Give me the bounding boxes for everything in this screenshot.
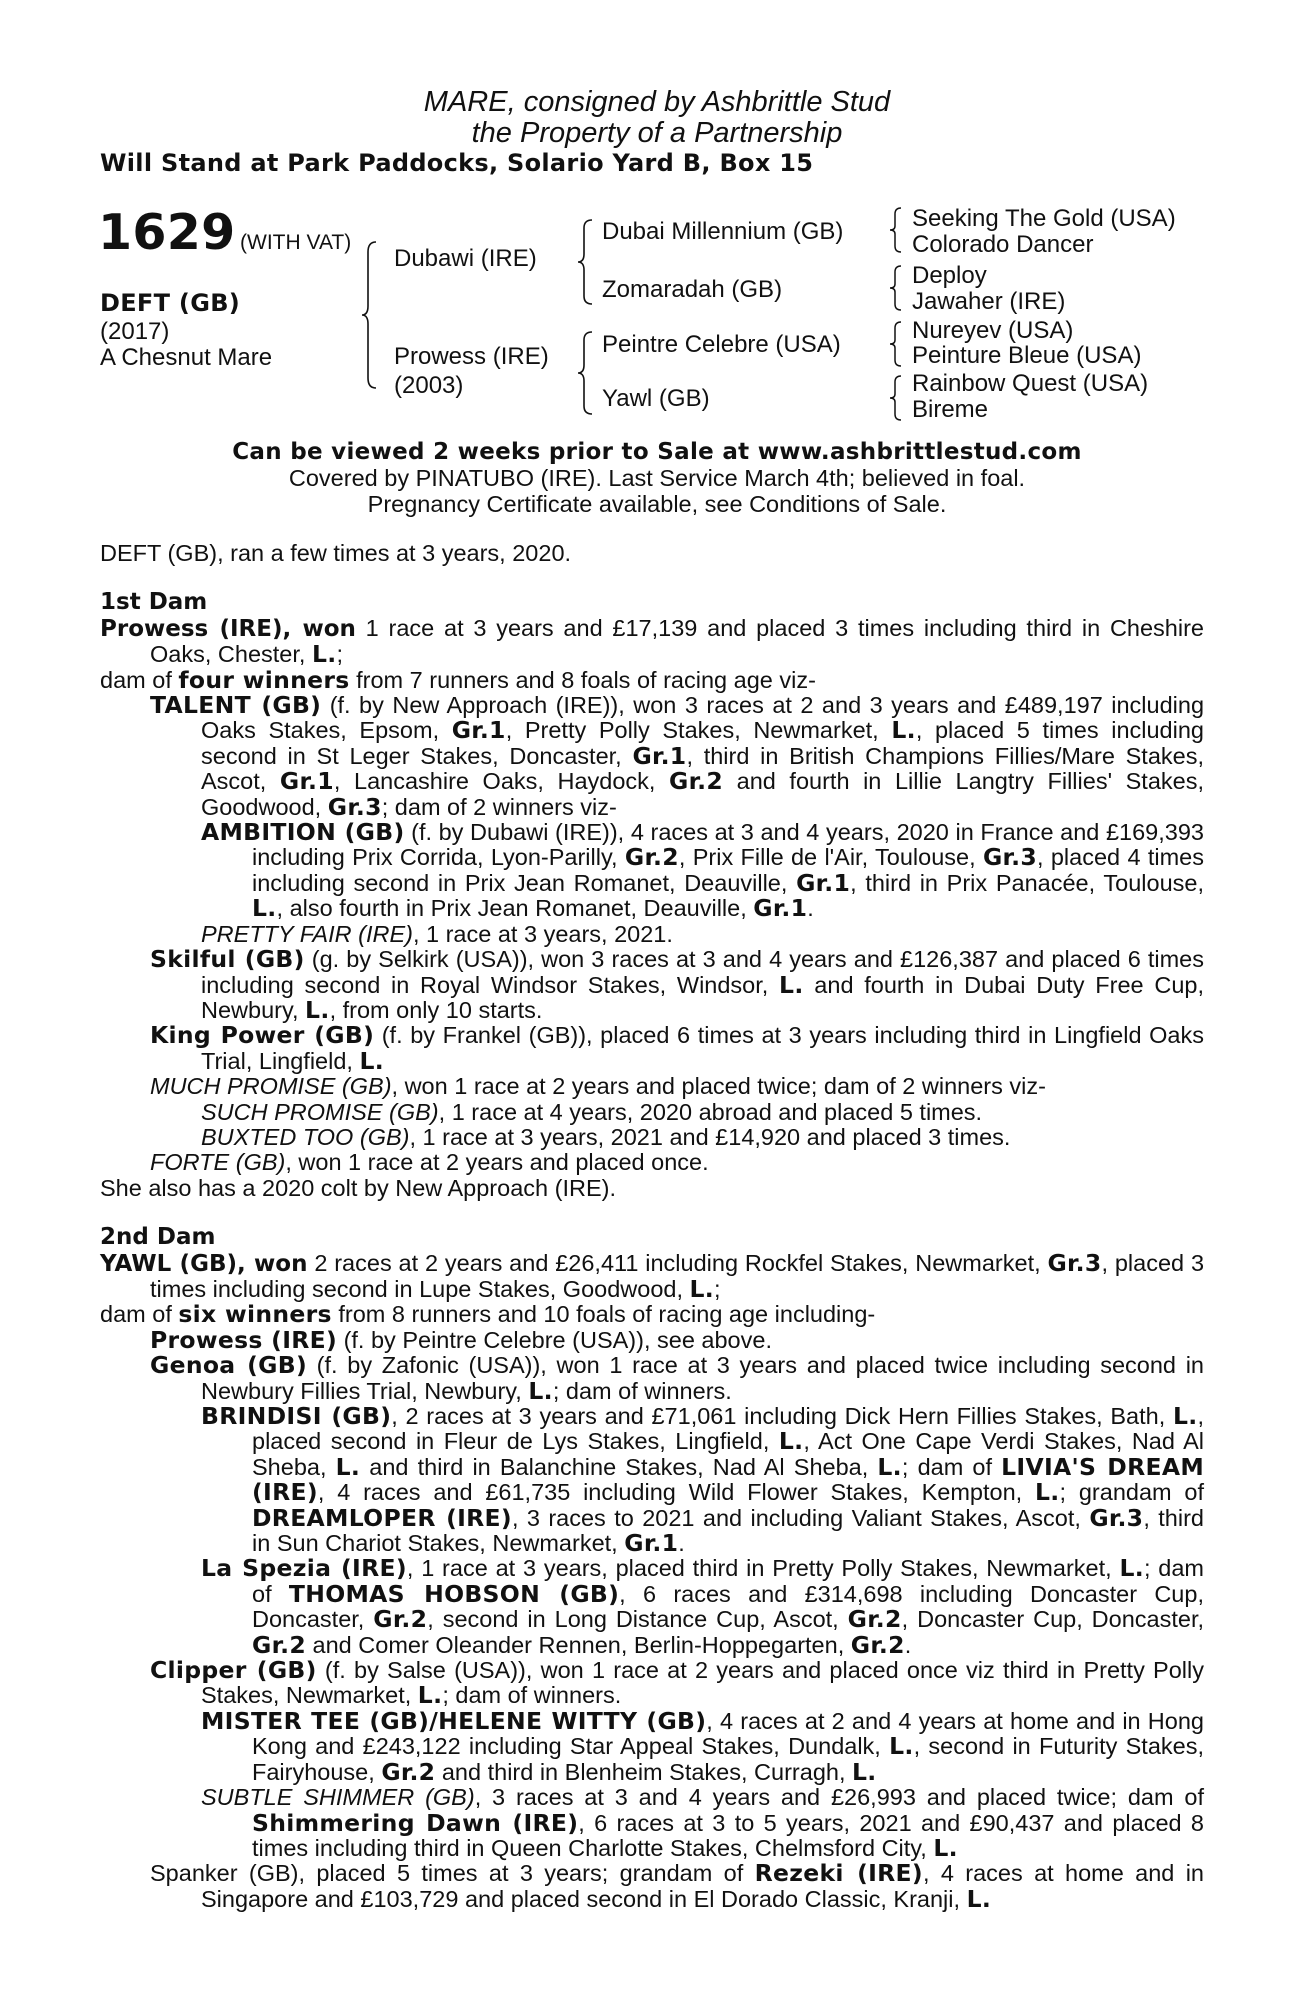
first-dam-entry: Prowess (IRE), won 1 race at 3 years and £17,139 and placed 3 times including third in Cheshire Oaks, Chester, L.; — [100, 614, 1204, 669]
mister-tee-entry: MISTER TEE (GB)/HELENE WITTY (GB), 4 races at 2 and 4 years at home and in Hong Kong and £243,122 including Star Appeal Stakes, Dundalk, L., second in Futurity Stakes, Fairyhouse, Gr.2 and third in Blenheim Stakes, Curragh, L. — [201, 1706, 1204, 1786]
buxted-too-entry: BUXTED TOO (GB), 1 race at 3 years, 2021 and £14,920 and placed 3 times. — [201, 1123, 1011, 1150]
forte-entry: FORTE (GB), won 1 race at 2 years and placed once. — [150, 1149, 709, 1176]
pedigree-dam-dam: Yawl (GB) — [602, 385, 710, 412]
pedigree-dam-sire: Peintre Celebre (USA) — [602, 331, 841, 358]
genoa-entry: Genoa (GB) (f. by Zafonic (USA)), won 1 race at 3 years and placed twice including second in Newbury Fillies Trial, Newbury, L.; dam of winners. — [150, 1351, 1204, 1405]
king-power-entry: King Power (GB) (f. by Frankel (GB)), placed 6 times at 3 years including third in Lingfield Oaks Trial, Lingfield, L. — [150, 1021, 1204, 1075]
horse-name: DEFT (GB) — [100, 289, 241, 317]
viewing-notice: Can be viewed 2 weeks prior to Sale at www.ashbrittlestud.com — [232, 439, 1082, 465]
pedigree-g7: Rainbow Quest (USA) — [912, 370, 1149, 397]
talent-entry: TALENT (GB) (f. by New Approach (IRE)), won 3 races at 2 and 3 years and £489,197 including Oaks Stakes, Epsom, Gr.1, Pretty Polly Stakes, Newmarket, L., placed 5 times including second in St Leger Stakes, Doncaster, Gr.1, third in British Champions Fillies/Mare Stakes, Ascot, Gr.1, Lancashire Oaks, Haydock, Gr.2 and fourth in Lillie Langtry Fillies' Stakes, Goodwood, Gr.3; dam of 2 winners viz- — [150, 691, 1205, 821]
horse-year: (2017) — [100, 318, 170, 345]
pedigree-brace-dam — [576, 330, 596, 416]
covered-notice: Covered by PINATUBO (IRE). Last Service March 4th; believed in foal. — [288, 465, 1026, 491]
pedigree-dam-year: (2003) — [394, 372, 464, 399]
la-spezia-entry: La Spezia (IRE), 1 race at 3 years, placed third in Pretty Polly Stakes, Newmarket, L.; dam of THOMAS HOBSON (GB), 6 races and £314,698 including Doncaster Cup, Doncaster, Gr.2, second in Long Distance Cup, Ascot, Gr.2, Doncaster Cup, Doncaster, Gr.2 and Comer Oleander Rennen, Berlin-Hoppegarten, Gr.2. — [201, 1554, 1205, 1659]
pedigree-g4: Jawaher (IRE) — [912, 288, 1066, 315]
pedigree-brace-g3 — [888, 320, 904, 368]
lot-number-block — [98, 204, 351, 261]
colt-note: She also has a 2020 colt by New Approach (IRE). — [100, 1174, 616, 1201]
second-dam-produce: dam of six winners from 8 runners and 10 foals of racing age including- — [100, 1300, 876, 1329]
spanker-entry: Spanker (GB), placed 5 times at 3 years; grandam of Rezeki (IRE), 4 races at home and in Singapore and £103,729 and placed second in El Dorado Classic, Kranji, L. — [150, 1859, 1204, 1913]
pedigree-brace-g4 — [888, 374, 904, 422]
skilful-entry: Skilful (GB) (g. by Selkirk (USA)), won 3 races at 3 and 4 years and £126,387 and placed 6 times including second in Royal Windsor Stakes, Windsor, L. and fourth in Dubai Duty Free Cup, Newbury, L., from only 10 starts. — [150, 945, 1205, 1024]
pedigree-brace-1 — [360, 240, 380, 390]
prowess-entry: Prowess (IRE) (f. by Peintre Celebre (USA)), see above. — [150, 1325, 772, 1354]
second-dam-entry: YAWL (GB), won 2 races at 2 years and £26,411 including Rockfel Stakes, Newmarket, Gr.3, placed 3 times including second in Lupe Stakes, Goodwood, L.; — [100, 1248, 1205, 1303]
pretty-fair-entry: PRETTY FAIR (IRE), 1 race at 3 years, 2021. — [201, 920, 673, 947]
consignment-title: MARE, consigned by Ashbrittle Stud — [423, 86, 891, 118]
pedigree-g2: Colorado Dancer — [912, 231, 1094, 258]
pedigree-sire-sire: Dubai Millennium (GB) — [602, 218, 844, 245]
ambition-entry: AMBITION (GB) (f. by Dubawi (IRE)), 4 races at 3 and 4 years, 2020 in France and £169,393 including Prix Corrida, Lyon-Parilly, Gr.2, Prix Fille de l'Air, Toulouse, Gr.3, placed 4 times including second in Prix Jean Romanet, Deauville, Gr.1, third in Prix Panacée, Toulouse, L., also fourth in Prix Jean Romanet, Deauville, Gr.1. — [201, 818, 1204, 923]
vat-label: (WITH VAT) — [240, 231, 352, 254]
pedigree-g8: Bireme — [912, 396, 989, 423]
pedigree-g6: Peinture Bleue (USA) — [912, 342, 1142, 369]
pedigree-g3: Deploy — [912, 262, 987, 289]
clipper-entry: Clipper (GB) (f. by Salse (USA)), won 1 race at 2 years and placed once viz third in Pretty Polly Stakes, Newmarket, L.; dam of winners. — [150, 1656, 1204, 1710]
pedigree-sire: Dubawi (IRE) — [394, 245, 537, 272]
second-dam-heading: 2nd Dam — [100, 1224, 216, 1251]
first-dam-heading: 1st Dam — [100, 589, 208, 616]
intro-line: DEFT (GB), ran a few times at 3 years, 2020. — [100, 540, 572, 566]
much-promise-entry: MUCH PROMISE (GB), won 1 race at 2 years and placed twice; dam of 2 winners viz- — [150, 1073, 1046, 1100]
first-dam-produce: dam of four winners from 7 runners and 8 foals of racing age viz- — [100, 665, 816, 694]
catalogue-body — [100, 541, 1204, 1912]
consignment-subtitle: the Property of a Partnership — [471, 117, 843, 149]
certificate-notice: Pregnancy Certificate available, see Conditions of Sale. — [367, 491, 947, 517]
lot-number: 1629 — [98, 204, 236, 261]
subtle-shimmer-entry: SUBTLE SHIMMER (GB), 3 races at 3 and 4 years and £26,993 and placed twice; dam of Shimmering Dawn (IRE), 6 races at 3 to 5 years, 2021 and £90,437 and placed 8 times including third in Queen Charlotte Stakes, Chelmsford City, L. — [201, 1784, 1204, 1862]
pedigree-sire-dam: Zomaradah (GB) — [602, 276, 783, 303]
such-promise-entry: SUCH PROMISE (GB), 1 race at 4 years, 2020 abroad and placed 5 times. — [201, 1098, 983, 1125]
horse-description: A Chesnut Mare — [100, 344, 273, 371]
pedigree-brace-g2 — [888, 264, 904, 312]
pedigree-g1: Seeking The Gold (USA) — [912, 205, 1176, 232]
brindisi-entry: BRINDISI (GB), 2 races at 3 years and £71,061 including Dick Hern Fillies Stakes, Bath, L., placed second in Fleur de Lys Stakes, Lingfield, L., Act One Cape Verdi Stakes, Nad Al Sheba, L. and third in Balanchine Stakes, Nad Al Sheba, L.; dam of LIVIA'S DREAM (IRE), 4 races and £61,735 including Wild Flower Stakes, Kempton, L.; grandam of DREAMLOPER (IRE), 3 races to 2021 and including Valiant Stakes, Ascot, Gr.3, third in Sun Chariot Stakes, Newmarket, Gr.1. — [201, 1402, 1205, 1558]
pedigree-g5: Nureyev (USA) — [912, 317, 1074, 344]
pedigree-brace-g1 — [888, 206, 904, 254]
stand-location: Will Stand at Park Paddocks, Solario Yard B, Box 15 — [100, 149, 814, 177]
pedigree-brace-sire — [576, 218, 596, 306]
pedigree-dam: Prowess (IRE) — [394, 343, 549, 370]
